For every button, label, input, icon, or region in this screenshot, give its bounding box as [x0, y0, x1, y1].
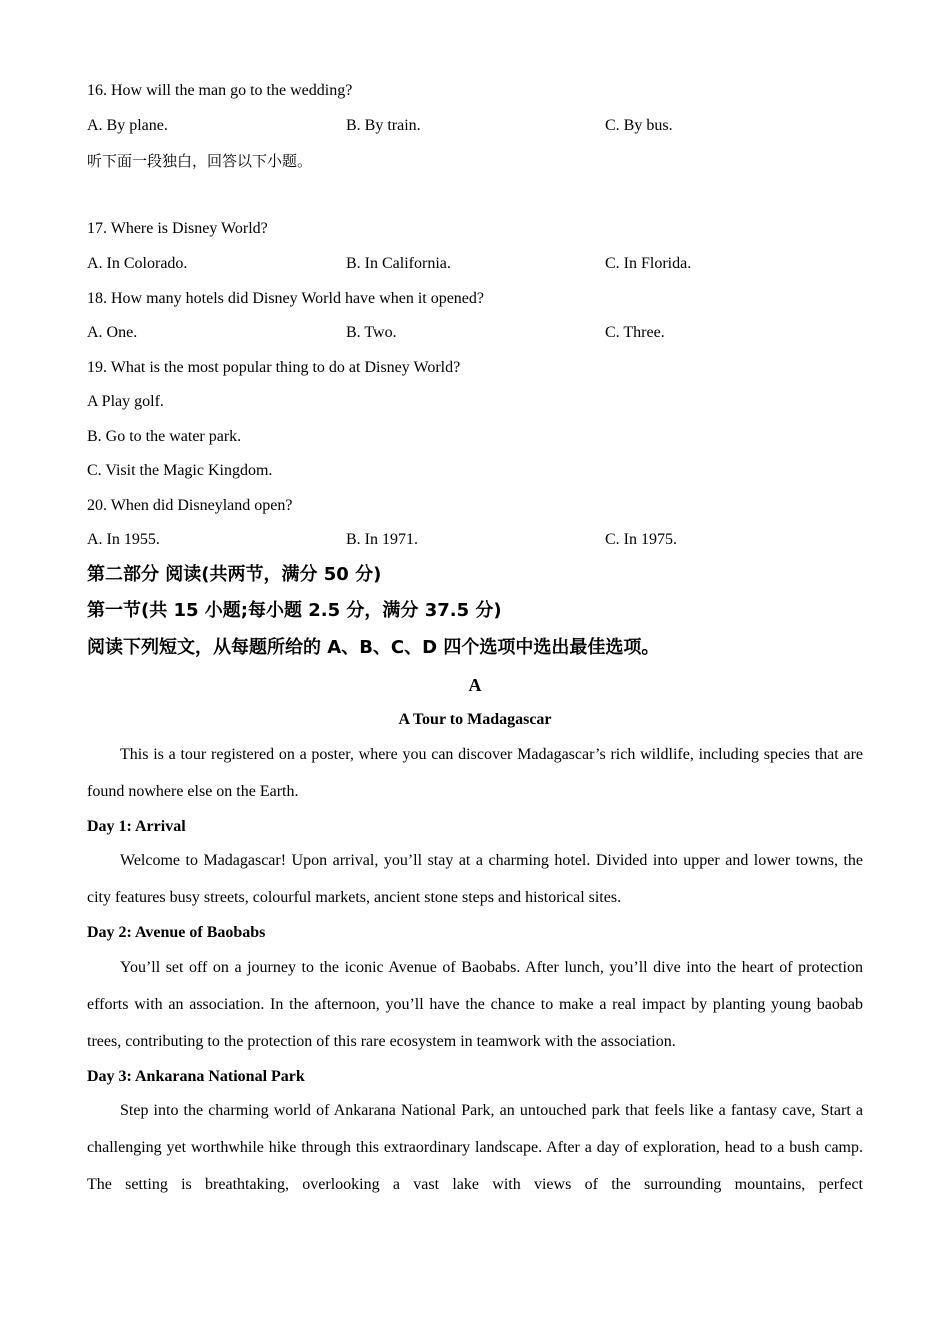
day-2-heading: Day 2: Avenue of Baobabs	[87, 924, 266, 941]
question-16: 16. How will the man go to the wedding?	[87, 82, 353, 99]
q20-option-c: C. In 1975.	[605, 531, 677, 548]
listening-instruction: 听下面一段独白，回答以下小题。	[87, 152, 313, 170]
question-18: 18. How many hotels did Disney World have when it opened?	[87, 290, 485, 307]
question-19: 19. What is the most popular thing to do at Disney World?	[87, 359, 461, 376]
q17-option-c: C. In Florida.	[605, 255, 692, 272]
q20-option-b: B. In 1971.	[346, 531, 418, 548]
passage-title: A Tour to Madagascar	[398, 711, 552, 728]
q18-option-c: C. Three.	[605, 324, 665, 341]
passage-intro: This is a tour registered on a poster, where you can discover Madagascar’s rich wildlife, including species that are found nowhere else on the Earth.	[87, 746, 863, 800]
q19-option-a: A Play golf.	[87, 393, 164, 410]
passage-letter: A	[468, 675, 482, 695]
section-one-title: 第一节(共 15 小题;每小题 2.5 分，满分 37.5 分)	[87, 600, 502, 621]
q17-option-a: A. In Colorado.	[87, 255, 188, 272]
q18-option-b: B. Two.	[346, 324, 397, 341]
question-17: 17. Where is Disney World?	[87, 220, 268, 237]
q16-option-a: A. By plane.	[87, 117, 168, 134]
q16-option-c: C. By bus.	[605, 117, 673, 134]
day-1-text: Welcome to Madagascar! Upon arrival, you’ll stay at a charming hotel. Divided into upper and lower towns, the city features busy streets, colourful markets, ancient stone steps and historical sites.	[87, 852, 863, 906]
q18-option-a: A. One.	[87, 324, 138, 341]
part-two-title: 第二部分 阅读(共两节，满分 50 分)	[87, 564, 382, 585]
reading-directions: 阅读下列短文，从每题所给的 A、B、C、D 四个选项中选出最佳选项。	[87, 637, 660, 658]
q17-option-b: B. In California.	[346, 255, 451, 272]
q16-option-b: B. By train.	[346, 117, 421, 134]
day-3-heading: Day 3: Ankarana National Park	[87, 1068, 305, 1085]
day-3-text: Step into the charming world of Ankarana National Park, an untouched park that feels like a fantasy cave, Start a challenging yet worthwhile hike through this extraordinary landscape. After a day of exploration, head to a bush camp. The setting is breathtaking, overlooking a vast lake with views of the surrounding mountains, perfect	[87, 1102, 863, 1193]
day-2-text: You’ll set off on a journey to the iconic Avenue of Baobabs. After lunch, you’ll dive into the heart of protection efforts with an association. In the afternoon, you’ll have the chance to make a real impact by planting young baobab trees, contributing to the protection of this rare ecosystem in teamwork with the association.	[87, 959, 863, 1050]
day-1-heading: Day 1: Arrival	[87, 818, 186, 835]
q20-option-a: A. In 1955.	[87, 531, 160, 548]
question-20: 20. When did Disneyland open?	[87, 497, 293, 514]
q19-option-c: C. Visit the Magic Kingdom.	[87, 462, 273, 479]
q19-option-b: B. Go to the water park.	[87, 428, 242, 445]
